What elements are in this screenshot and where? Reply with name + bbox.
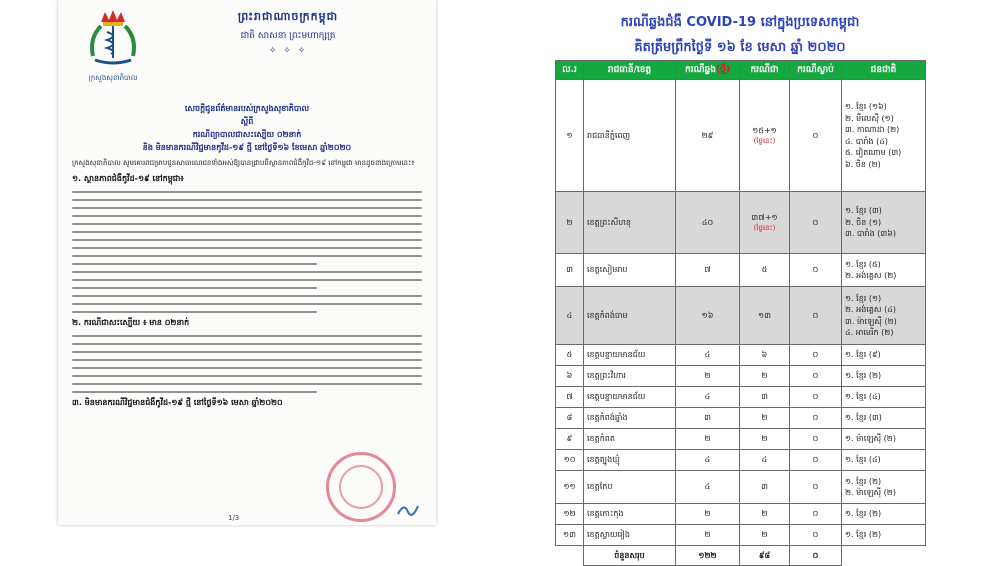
cell-recovered: [740, 287, 790, 345]
cell-nationality: [842, 345, 926, 366]
kingdom-header: [154, 8, 422, 56]
cell-nationality: [842, 387, 926, 408]
cell-recovered: [740, 408, 790, 429]
cell-cases: ២: [676, 525, 740, 546]
nationality-entry: ១. ខ្មែរ (៣): [845, 206, 882, 216]
total-spacer: [556, 546, 584, 566]
table-row: [556, 429, 926, 450]
ministry-logo: [72, 8, 154, 84]
table-row: [556, 471, 926, 504]
recovered-value: ៥: [761, 265, 768, 274]
nationality-entry: ១. ខ្មែរ (១៦): [845, 102, 887, 111]
ministry-caption: ក្រសួងសុខាភិបាល: [88, 74, 138, 82]
recovered-value: ២: [761, 530, 768, 539]
cell-no: ១: [556, 80, 584, 192]
page-number: 1/3: [228, 514, 240, 522]
cell-province: ខេត្តត្បូងឃ្មុំ: [584, 450, 676, 471]
cell-deaths: ០: [790, 429, 842, 450]
table-row: [556, 387, 926, 408]
nationality-entry: ៥. វៀតណាម (៣): [845, 148, 902, 157]
nationality-entry: ១. ម៉ាឡេស៊ី (២): [845, 434, 896, 444]
cell-nationality: [842, 192, 926, 254]
nationality-entry: ២. អង់គ្លេស (៤): [845, 305, 896, 314]
cell-recovered: [740, 504, 790, 525]
header-nationality: ជនជាតិ: [842, 61, 926, 80]
cell-deaths: ០: [790, 471, 842, 504]
section-heading-situation: ១. ស្ថានភាពជំងឺកូវីដ-១៩ នៅកម្ពុជា៖: [72, 174, 184, 183]
cell-province: ខេត្តកំពង់ឆ្នាំង: [584, 408, 676, 429]
cell-cases: ៤: [676, 471, 740, 504]
header-no: ល.រ: [556, 61, 584, 80]
signature-mark-icon: [396, 500, 420, 520]
recovered-note: (ថ្ងៃនេះ): [753, 136, 776, 145]
cell-cases: ៣: [676, 408, 740, 429]
kingdom-motto: ជាតិ សាសនា ព្រះមហាក្សត្រ: [240, 31, 336, 41]
press-title-line: និង មិនមានករណីវិជ្ជមានកូវីដ-១៩ ថ្មី នៅថ្ងៃទី១៦ ខែមេសា ឆ្នាំ២០២០: [142, 143, 352, 152]
cell-cases: ២: [676, 504, 740, 525]
nationality-entry: ៣. កាណាដា (២): [845, 125, 900, 134]
cell-nationality: [842, 408, 926, 429]
header-cases: ករណីឆ្លង(ថ្មី): [676, 61, 740, 80]
table-row: [556, 504, 926, 525]
cell-cases: ២: [676, 366, 740, 387]
cell-no: ១១: [556, 471, 584, 504]
header-recovered: ករណីជា: [740, 61, 790, 80]
kingdom-name: ព្រះរាជាណាចក្រកម្ពុជា: [237, 10, 339, 23]
nationality-entry: ១. ខ្មែរ (៤): [845, 392, 881, 402]
cell-no: ៩: [556, 429, 584, 450]
cell-recovered: [740, 387, 790, 408]
section-heading-recovered: ២. ករណីជាសះស្បើយ ៖ មាន ០២នាក់: [72, 318, 190, 327]
nationality-entry: ២. អង់គ្លេស (២): [845, 271, 897, 280]
nationality-entry: ៤. បារាំង (៤): [845, 136, 888, 146]
cell-deaths: ០: [790, 192, 842, 254]
press-release-document: [58, 0, 436, 525]
cell-province: ខេត្តព្រះវិហារ: [584, 366, 676, 387]
cell-nationality: [842, 471, 926, 504]
recovered-value: ៣: [761, 482, 768, 491]
recovered-note: (ថ្ងៃនេះ): [753, 223, 776, 232]
nationality-entry: ៤. អាមេរិក (២): [845, 328, 894, 337]
cell-nationality: [842, 80, 926, 192]
total-label: ចំនួនសរុប: [584, 546, 676, 566]
table-row: [556, 80, 926, 192]
cell-deaths: ០: [790, 366, 842, 387]
nationality-entry: ២. មីលេស៊ី (១): [845, 113, 894, 123]
cell-cases: ២: [676, 429, 740, 450]
ministry-emblem-icon: [81, 8, 145, 72]
recovered-value: ២: [761, 509, 768, 518]
cell-recovered: [740, 429, 790, 450]
section-body-situation: [72, 191, 422, 313]
nationality-entry: ២. ចិន (១): [845, 217, 882, 227]
nationality-entry: ៦. ចិន (២): [845, 159, 881, 169]
cell-recovered: [740, 345, 790, 366]
cell-deaths: ០: [790, 525, 842, 546]
cell-province: ខេត្តព្រះសីហនុ: [584, 192, 676, 254]
cell-recovered: [740, 450, 790, 471]
recovered-value: ៣៧+១: [751, 212, 778, 222]
nationality-entry: ១. ខ្មែរ (៩): [845, 350, 881, 360]
recovered-value: ១៥+១: [752, 125, 777, 135]
section-body-recovered: [72, 335, 422, 393]
table-total-row: [556, 546, 926, 566]
cell-nationality: [842, 287, 926, 345]
header-province: រាជធានី/ខេត្ត: [584, 61, 676, 80]
press-title: [72, 102, 422, 154]
cell-deaths: ០: [790, 345, 842, 366]
recovered-value: ១៣: [758, 310, 771, 320]
intro-paragraph: ក្រសួងសុខាភិបាល សូមគោរពជម្រាបជូនសាធារណជនទាំងអស់ឱ្យបានជ្រាបពីស្ថានភាពជំងឺកូវីដ-១៩ នៅកម្ពុជា មានដូចខាងក្រោមនេះ៖: [72, 159, 415, 167]
nationality-entry: ១. ខ្មែរ (២): [845, 371, 882, 381]
covid-cases-table: [555, 60, 926, 566]
nationality-entry: ១. ខ្មែរ (២): [845, 530, 882, 540]
table-header-row: [556, 61, 926, 80]
press-title-line: សេចក្ដីជូនព័ត៌មានរបស់ក្រសួងសុខាភិបាល: [184, 104, 310, 113]
cell-province: ខេត្តកោះកុង: [584, 504, 676, 525]
nationality-entry: ៣. បារាំង (៣៦): [845, 229, 896, 239]
cell-deaths: ០: [790, 80, 842, 192]
official-stamp: [326, 452, 396, 522]
cell-cases: ៤០: [676, 192, 740, 254]
cell-recovered: [740, 80, 790, 192]
table-row: [556, 525, 926, 546]
cell-cases: ៤: [676, 450, 740, 471]
cell-province: ខេត្តកំពង់ចាម: [584, 287, 676, 345]
cell-province: ខេត្តកំពត: [584, 429, 676, 450]
cell-no: ៤: [556, 287, 584, 345]
cell-no: ៣: [556, 254, 584, 287]
recovered-value: ៦: [761, 350, 768, 359]
table-title: [555, 14, 925, 58]
nationality-entry: ១. ខ្មែរ (៣): [845, 413, 882, 423]
cell-cases: ៧: [676, 254, 740, 287]
total-spacer: [842, 546, 926, 566]
cell-no: ១៣: [556, 525, 584, 546]
cell-no: ៨: [556, 408, 584, 429]
cell-deaths: ០: [790, 408, 842, 429]
cell-no: ១២: [556, 504, 584, 525]
recovered-value: ២: [761, 434, 768, 443]
recovered-value: ៤: [761, 455, 768, 464]
cell-recovered: [740, 525, 790, 546]
recovered-value: ២: [761, 413, 768, 422]
cell-deaths: ០: [790, 387, 842, 408]
cell-no: ២: [556, 192, 584, 254]
cell-nationality: [842, 366, 926, 387]
cell-province: ខេត្តបន្ទាយមានជ័យ: [584, 345, 676, 366]
cell-recovered: [740, 192, 790, 254]
table-row: [556, 254, 926, 287]
cell-nationality: [842, 504, 926, 525]
table-row: [556, 450, 926, 471]
cell-nationality: [842, 254, 926, 287]
recovered-value: ៣: [761, 392, 768, 401]
table-row: [556, 366, 926, 387]
cell-cases: ១៦: [676, 287, 740, 345]
header-ornament: ✧ ✧ ✧: [268, 46, 308, 56]
cell-no: ១០: [556, 450, 584, 471]
total-deaths: ០: [790, 546, 842, 566]
cell-nationality: [842, 450, 926, 471]
table-title-line1: ករណីឆ្លងជំងឺ COVID-19 នៅក្នុងប្រទេសកម្ពុជា: [620, 15, 860, 30]
cell-province: ខេត្តស្វាយរៀង: [584, 525, 676, 546]
nationality-entry: ១. ខ្មែរ (២): [845, 509, 882, 519]
cell-cases: ២៩: [676, 80, 740, 192]
header-cases-new: (ថ្មី): [716, 64, 730, 75]
cell-recovered: [740, 366, 790, 387]
press-title-line: ករណីព្យាបាលជាសះស្បើយ ០២នាក់: [192, 130, 302, 139]
total-recovered: ៩៨: [740, 546, 790, 566]
table-row: [556, 408, 926, 429]
nationality-entry: ១. ខ្មែរ (៥): [845, 259, 881, 269]
cell-deaths: ០: [790, 450, 842, 471]
cell-province: ខេត្តកែប: [584, 471, 676, 504]
cell-recovered: [740, 471, 790, 504]
table-title-line2: គិតត្រឹមព្រឹកថ្ងៃទី ១៦ ខែ មេសា ឆ្នាំ ២០២០: [634, 40, 846, 55]
recovered-value: ២: [761, 371, 768, 380]
cell-nationality: [842, 525, 926, 546]
total-cases: ១២២: [676, 546, 740, 566]
cell-deaths: ០: [790, 254, 842, 287]
cell-no: ៧: [556, 387, 584, 408]
section-heading-no-new-cases: ៣. មិនមានករណីវិជ្ជមានជំងឺកូវីដ-១៩ ថ្មី នៅថ្ងៃទី១៦ មេសា ឆ្នាំ២០២០: [72, 398, 283, 407]
table-row: [556, 345, 926, 366]
header-deaths: ករណីស្លាប់: [790, 61, 842, 80]
press-title-line: ស្ដីពី: [240, 117, 254, 126]
cell-recovered: [740, 254, 790, 287]
table-row: [556, 287, 926, 345]
cell-deaths: ០: [790, 504, 842, 525]
cell-no: ៥: [556, 345, 584, 366]
nationality-entry: ១. ខ្មែរ (៤): [845, 455, 881, 465]
nationality-entry: ១. ខ្មែរ (១): [845, 293, 882, 303]
nationality-entry: ២. ម៉ាឡេស៊ី (២): [845, 488, 896, 497]
nationality-entry: ១. ខ្មែរ (២): [845, 476, 882, 486]
nationality-entry: ៣. ម៉ាឡេស៊ី (២): [845, 316, 897, 326]
cell-province: ខេត្តសៀមរាប: [584, 254, 676, 287]
cell-nationality: [842, 429, 926, 450]
cell-no: ៦: [556, 366, 584, 387]
cell-cases: ៤: [676, 345, 740, 366]
cell-cases: ៤: [676, 387, 740, 408]
cell-province: រាជធានីភ្នំពេញ: [584, 80, 676, 192]
table-row: [556, 192, 926, 254]
cell-province: ខេត្តបន្ទាយមានជ័យ: [584, 387, 676, 408]
cell-deaths: ០: [790, 287, 842, 345]
